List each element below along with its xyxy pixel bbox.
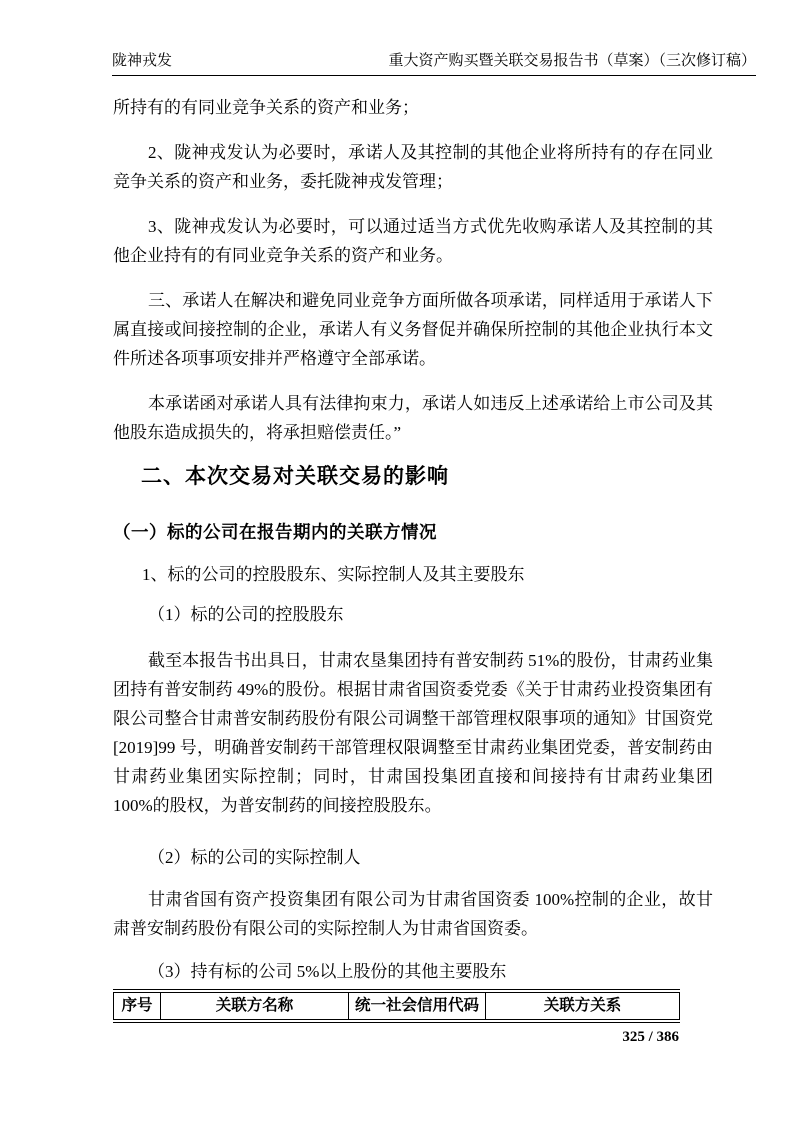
table-header-row: [114, 991, 680, 1021]
paragraph-commitment-2: 2、陇神戎发认为必要时，承诺人及其控制的其他企业将所持有的存在同业竞争关系的资产和业务，委托陇神戎发管理；: [113, 143, 713, 191]
list-heading-1-3: （3）持有标的公司 5%以上股份的其他主要股东: [148, 962, 507, 981]
running-header: [112, 51, 756, 76]
page-number: 325 / 386: [622, 1029, 679, 1045]
subsection-heading-1: （一）标的公司在报告期内的关联方情况: [113, 522, 437, 542]
list-heading-1-1: （1）标的公司的控股股东: [148, 605, 344, 624]
list-heading-1-2: （2）标的公司的实际控制人: [148, 848, 361, 867]
paragraph-commitment-3: 3、陇神戎发认为必要时，可以通过适当方式优先收购承诺人及其控制的其他企业持有的有同业竞争关系的资产和业务。: [113, 217, 713, 265]
paragraph-commitment-closing: 本承诺函对承诺人具有法律拘束力，承诺人如违反上述承诺给上市公司及其他股东造成损失的，将承担赔偿责任。”: [113, 394, 713, 442]
paragraph-commitment-three: 三、承诺人在解决和避免同业竞争方面所做各项承诺，同样适用于承诺人下属直接或间接控制的企业，承诺人有义务督促并确保所控制的其他企业执行本文件所述各项事项安排并严格遵守全部承诺。: [113, 291, 713, 368]
header-report-title: 重大资产购买暨关联交易报告书（草案）（三次修订稿）: [388, 53, 756, 69]
column-header-related-party-name: 关联方名称: [161, 991, 349, 1021]
header-company-name: 陇神戎发: [112, 53, 173, 69]
list-heading-1: 1、标的公司的控股股东、实际控制人及其主要股东: [142, 565, 525, 584]
column-header-social-credit-code: 统一社会信用代码: [349, 991, 486, 1021]
column-header-relationship: 关联方关系: [486, 991, 680, 1021]
related-party-table: [113, 989, 680, 1023]
paragraph-controlling-shareholder: 截至本报告书出具日，甘肃农垦集团持有普安制药 51%的股份，甘肃药业集团持有普安制药 49%的股份。根据甘肃省国资委党委《关于甘肃药业投资集团有限公司整合甘肃普安制药股份有限公司调整干部管理权限事项的通知》甘国资党[2019]99 号，明确普安制药干部管理权限调整至甘肃药业集团党委，普安制药由甘肃药业集团实际控制；同时，甘肃国投集团直接和间接持有甘肃药业集团 100%的股权，为普安制药的间接控股股东。: [113, 651, 713, 815]
paragraph-actual-controller: 甘肃省国有资产投资集团有限公司为甘肃省国资委 100%控制的企业，故甘肃普安制药股份有限公司的实际控制人为甘肃省国资委。: [113, 890, 713, 938]
related-party-table-header: [114, 991, 680, 1021]
section-heading-2: 二、本次交易对关联交易的影响: [141, 465, 449, 488]
column-header-index: 序号: [114, 991, 161, 1021]
body-column: [113, 93, 713, 986]
paragraph-continuation: 所持有的有同业竞争关系的资产和业务；: [113, 98, 419, 117]
